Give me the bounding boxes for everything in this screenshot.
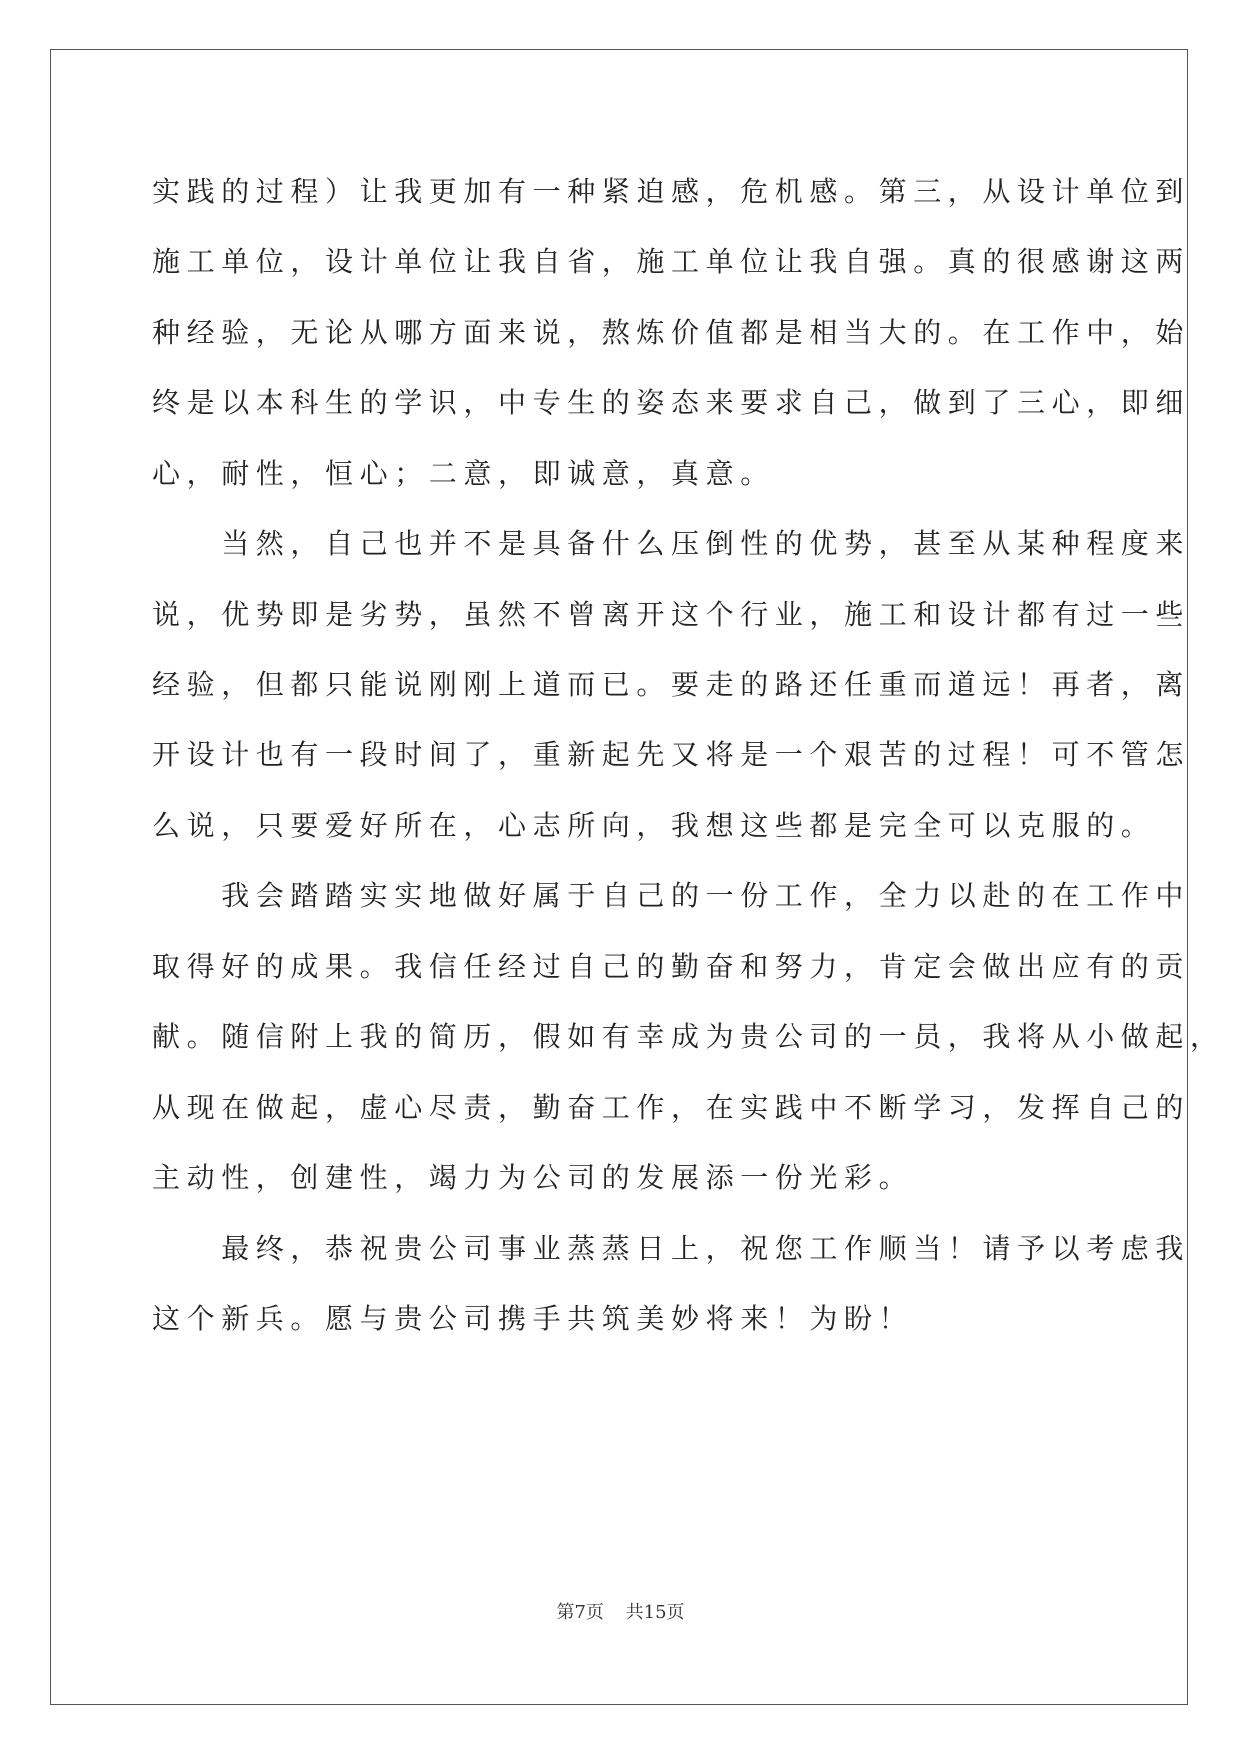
text-line: 取得好的成果。我信任经过自己的勤奋和努力，肯定会做出应有的贡 [152, 950, 1191, 983]
text-line: 么说，只要爱好所在，心志所向，我想这些都是完全可以克服的。 [152, 809, 1156, 842]
text-line: 从现在做起，虚心尽责，勤奋工作，在实践中不断学习，发挥自己的 [152, 1091, 1191, 1124]
text-line: 终是以本科生的学识，中专生的姿态来要求自己，做到了三心，即细 [152, 386, 1191, 419]
page-footer [0, 1598, 1241, 1624]
text-line: 说，优势即是劣势，虽然不曾离开这个行业，施工和设计都有过一些 [152, 598, 1191, 631]
text-line: 经验，但都只能说刚刚上道而已。要走的路还任重而道远！再者，离 [152, 668, 1191, 701]
text-line: 主动性，创建性，竭力为公司的发展添一份光彩。 [152, 1161, 914, 1194]
text-line: 这个新兵。愿与贵公司携手共筑美妙将来！为盼！ [152, 1302, 914, 1335]
text-line: 心，耐性，恒心；二意，即诚意，真意。 [152, 457, 775, 490]
text-line: 施工单位，设计单位让我自省，施工单位让我自强。真的很感谢这两 [152, 245, 1191, 278]
text-line: 种经验，无论从哪方面来说，熬炼价值都是相当大的。在工作中，始 [152, 316, 1191, 349]
text-line: 我会踏踏实实地做好属于自己的一份工作，全力以赴的在工作中 [152, 879, 1191, 912]
text-line: 实践的过程）让我更加有一种紧迫感，危机感。第三，从设计单位到 [152, 175, 1191, 208]
page-total: 共15页 [625, 1602, 685, 1623]
text-line: 当然，自己也并不是具备什么压倒性的优势，甚至从某种程度来 [152, 527, 1191, 560]
text-line: 开设计也有一段时间了，重新起先又将是一个艰苦的过程！可不管怎 [152, 738, 1191, 771]
page-number: 第7页 [556, 1602, 604, 1623]
text-line: 献。随信附上我的简历，假如有幸成为贵公司的一员，我将从小做起， [152, 1020, 1225, 1053]
text-line: 最终，恭祝贵公司事业蒸蒸日上，祝您工作顺当！请予以考虑我 [152, 1232, 1191, 1265]
